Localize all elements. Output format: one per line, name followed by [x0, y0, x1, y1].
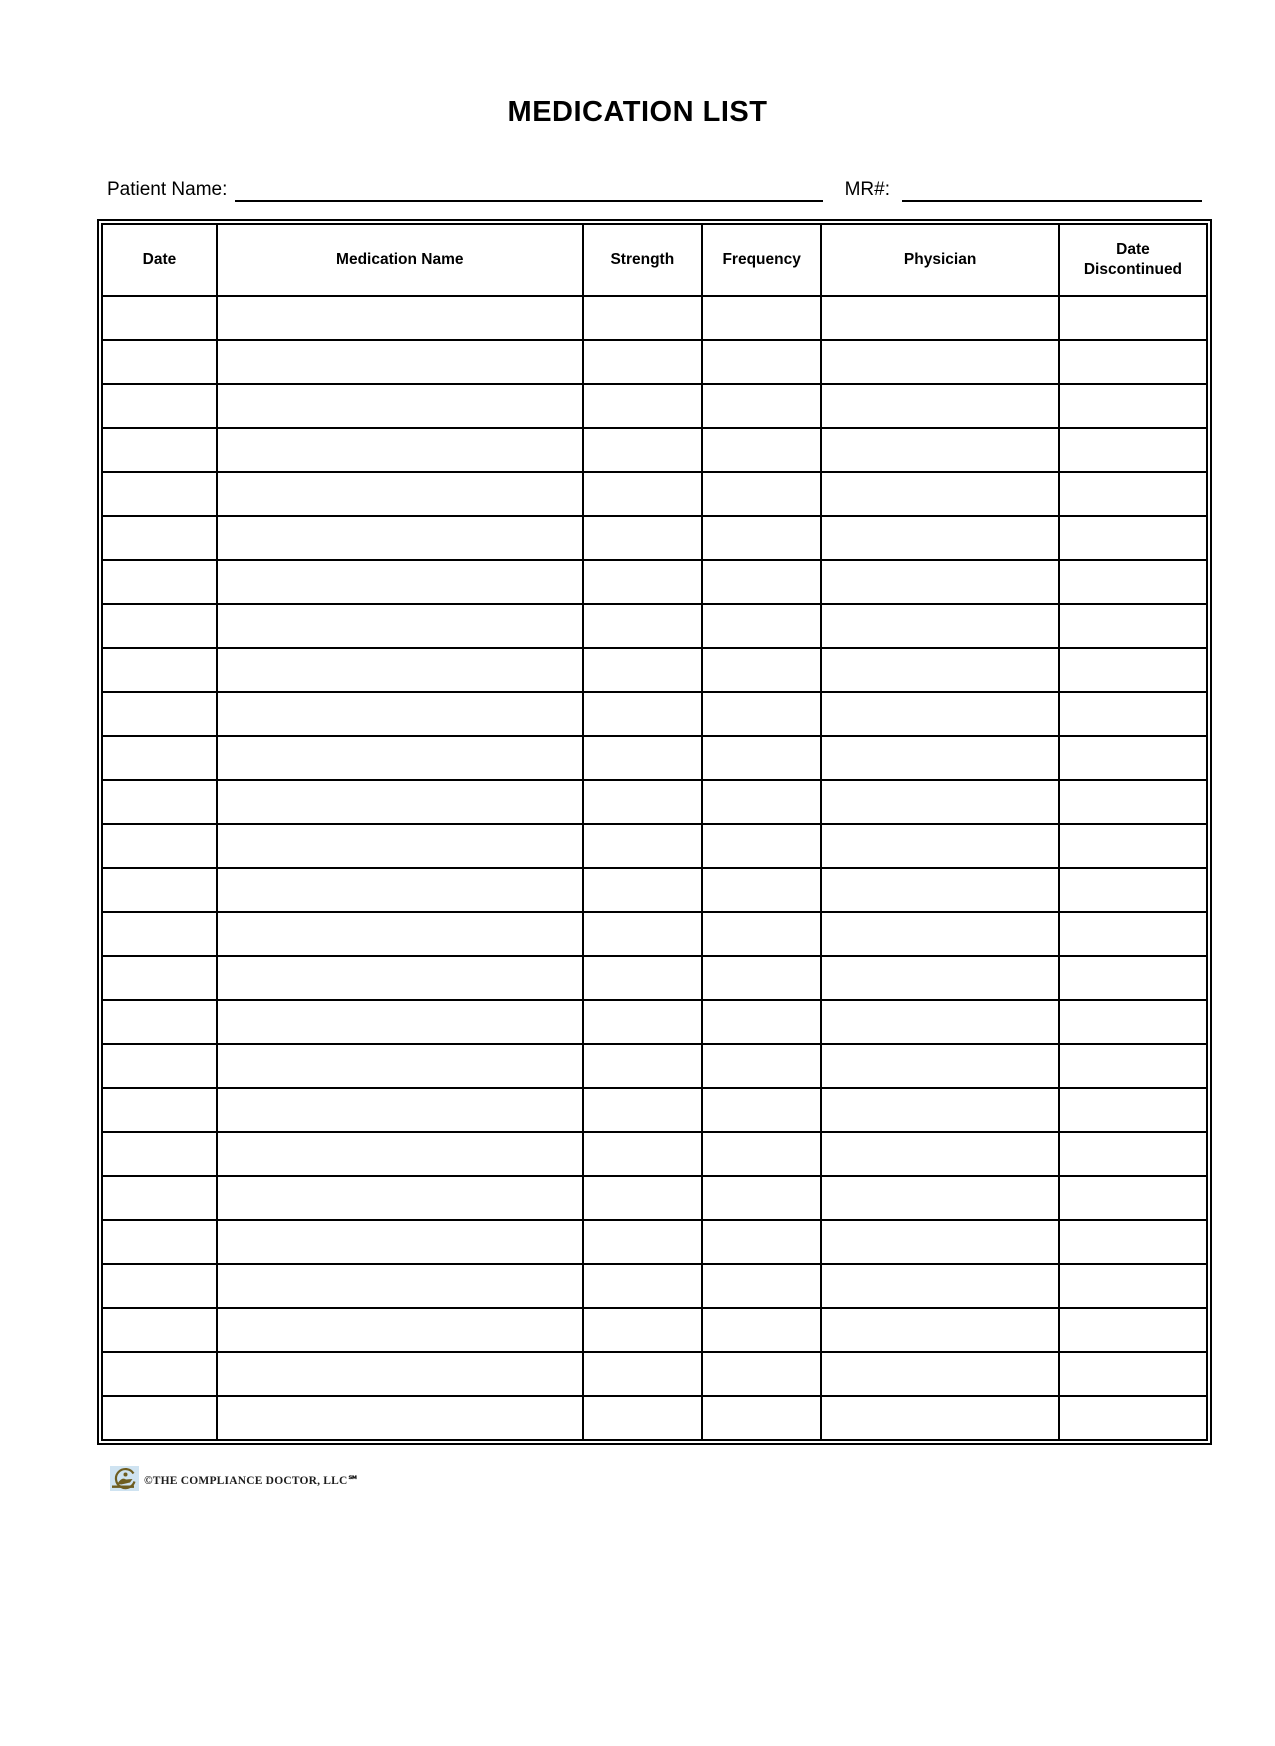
medication-table-body — [102, 296, 1207, 1440]
table-cell — [102, 560, 217, 604]
table-cell — [217, 296, 583, 340]
table-cell — [217, 956, 583, 1000]
table-cell — [1059, 1088, 1207, 1132]
table-cell — [217, 384, 583, 428]
table-cell — [702, 912, 821, 956]
header-row — [102, 224, 1207, 296]
table-cell — [102, 1132, 217, 1176]
table-cell — [217, 340, 583, 384]
table-cell — [821, 868, 1059, 912]
table-cell — [1059, 604, 1207, 648]
table-cell — [821, 1000, 1059, 1044]
table-cell — [821, 692, 1059, 736]
column-header-medication-name: Medication Name — [217, 224, 583, 296]
table-cell — [217, 516, 583, 560]
table-cell — [821, 428, 1059, 472]
table-cell — [1059, 1044, 1207, 1088]
table-row — [102, 1264, 1207, 1308]
table-cell — [583, 1088, 702, 1132]
table-cell — [821, 1088, 1059, 1132]
table-cell — [102, 428, 217, 472]
table-cell — [583, 1176, 702, 1220]
table-cell — [102, 1308, 217, 1352]
table-cell — [702, 1352, 821, 1396]
table-cell — [1059, 340, 1207, 384]
table-cell — [217, 1352, 583, 1396]
table-cell — [583, 516, 702, 560]
table-row — [102, 428, 1207, 472]
table-cell — [102, 1088, 217, 1132]
patient-info-row — [107, 180, 1202, 202]
table-row — [102, 296, 1207, 340]
table-row — [102, 912, 1207, 956]
table-cell — [217, 1396, 583, 1440]
table-cell — [102, 780, 217, 824]
table-row — [102, 648, 1207, 692]
table-cell — [583, 1220, 702, 1264]
table-cell — [821, 1396, 1059, 1440]
table-cell — [1059, 868, 1207, 912]
table-cell — [102, 956, 217, 1000]
table-cell — [583, 604, 702, 648]
table-cell — [217, 868, 583, 912]
table-cell — [583, 1044, 702, 1088]
table-row — [102, 824, 1207, 868]
table-cell — [102, 1220, 217, 1264]
table-cell — [102, 692, 217, 736]
table-cell — [702, 1132, 821, 1176]
table-cell — [102, 340, 217, 384]
table-cell — [1059, 1220, 1207, 1264]
table-cell — [217, 428, 583, 472]
table-cell — [583, 428, 702, 472]
table-cell — [217, 1176, 583, 1220]
table-cell — [821, 384, 1059, 428]
table-cell — [217, 604, 583, 648]
table-row — [102, 956, 1207, 1000]
table-cell — [583, 824, 702, 868]
medication-table-header — [102, 224, 1207, 296]
table-cell — [583, 1308, 702, 1352]
table-cell — [583, 956, 702, 1000]
table-cell — [821, 1352, 1059, 1396]
table-row — [102, 1132, 1207, 1176]
table-cell — [1059, 1176, 1207, 1220]
table-cell — [1059, 824, 1207, 868]
table-cell — [583, 560, 702, 604]
table-cell — [102, 516, 217, 560]
table-cell — [702, 340, 821, 384]
table-cell — [702, 472, 821, 516]
table-cell — [1059, 428, 1207, 472]
table-cell — [217, 1000, 583, 1044]
table-cell — [821, 472, 1059, 516]
table-cell — [821, 780, 1059, 824]
table-cell — [1059, 516, 1207, 560]
column-header-physician: Physician — [821, 224, 1059, 296]
table-cell — [102, 384, 217, 428]
table-cell — [583, 296, 702, 340]
table-cell — [583, 912, 702, 956]
table-cell — [583, 692, 702, 736]
compliance-doctor-logo-icon — [109, 1466, 140, 1494]
table-cell — [821, 560, 1059, 604]
table-cell — [583, 384, 702, 428]
table-cell — [583, 868, 702, 912]
table-row — [102, 516, 1207, 560]
table-cell — [217, 824, 583, 868]
table-row — [102, 1396, 1207, 1440]
table-cell — [1059, 1132, 1207, 1176]
table-cell — [702, 780, 821, 824]
table-cell — [821, 912, 1059, 956]
table-cell — [702, 1220, 821, 1264]
table-cell — [821, 824, 1059, 868]
table-cell — [583, 472, 702, 516]
table-cell — [217, 472, 583, 516]
table-cell — [1059, 736, 1207, 780]
table-cell — [821, 956, 1059, 1000]
table-cell — [702, 1308, 821, 1352]
column-header-frequency: Frequency — [702, 224, 821, 296]
table-cell — [102, 1264, 217, 1308]
table-cell — [1059, 1396, 1207, 1440]
table-cell — [217, 648, 583, 692]
table-cell — [821, 736, 1059, 780]
table-row — [102, 1308, 1207, 1352]
table-row — [102, 340, 1207, 384]
table-cell — [102, 868, 217, 912]
table-cell — [702, 1264, 821, 1308]
table-cell — [1059, 780, 1207, 824]
table-cell — [102, 472, 217, 516]
table-cell — [821, 1176, 1059, 1220]
table-cell — [702, 604, 821, 648]
table-cell — [1059, 648, 1207, 692]
table-cell — [217, 736, 583, 780]
table-cell — [702, 428, 821, 472]
table-cell — [102, 1396, 217, 1440]
table-cell — [821, 1220, 1059, 1264]
table-cell — [821, 1264, 1059, 1308]
table-cell — [217, 1044, 583, 1088]
table-cell — [217, 692, 583, 736]
table-cell — [102, 824, 217, 868]
table-cell — [583, 1132, 702, 1176]
table-cell — [702, 1396, 821, 1440]
table-cell — [217, 912, 583, 956]
table-cell — [102, 1176, 217, 1220]
table-cell — [702, 648, 821, 692]
table-cell — [1059, 560, 1207, 604]
table-cell — [702, 692, 821, 736]
footer — [109, 1466, 1275, 1494]
table-cell — [1059, 692, 1207, 736]
table-cell — [102, 1044, 217, 1088]
table-cell — [1059, 1000, 1207, 1044]
table-row — [102, 1220, 1207, 1264]
column-header-date-discontinued: Date Discontinued — [1059, 224, 1207, 296]
table-cell — [702, 824, 821, 868]
patient-name-field — [235, 180, 822, 202]
table-cell — [1059, 1264, 1207, 1308]
table-cell — [821, 516, 1059, 560]
table-cell — [217, 1132, 583, 1176]
table-row — [102, 1088, 1207, 1132]
table-cell — [102, 648, 217, 692]
table-cell — [217, 560, 583, 604]
table-row — [102, 868, 1207, 912]
table-cell — [217, 1308, 583, 1352]
mr-number-label: MR#: — [844, 179, 890, 201]
column-header-strength: Strength — [583, 224, 702, 296]
table-cell — [102, 296, 217, 340]
table-row — [102, 1352, 1207, 1396]
table-cell — [702, 1088, 821, 1132]
table-cell — [583, 736, 702, 780]
table-cell — [821, 604, 1059, 648]
table-cell — [102, 604, 217, 648]
table-cell — [102, 912, 217, 956]
table-cell — [702, 736, 821, 780]
table-cell — [217, 1220, 583, 1264]
table-cell — [1059, 384, 1207, 428]
table-cell — [821, 1308, 1059, 1352]
table-cell — [702, 1176, 821, 1220]
table-cell — [821, 296, 1059, 340]
medication-table-container — [97, 219, 1212, 1445]
table-cell — [217, 780, 583, 824]
page-title: MEDICATION LIST — [507, 96, 768, 128]
table-cell — [702, 560, 821, 604]
table-cell — [702, 868, 821, 912]
table-row — [102, 604, 1207, 648]
table-cell — [583, 1396, 702, 1440]
mr-number-field — [902, 180, 1202, 202]
table-cell — [702, 1000, 821, 1044]
table-row — [102, 1044, 1207, 1088]
table-cell — [702, 296, 821, 340]
table-row — [102, 560, 1207, 604]
patient-name-label: Patient Name: — [107, 179, 228, 201]
table-cell — [1059, 1352, 1207, 1396]
table-cell — [821, 1132, 1059, 1176]
column-header-date: Date — [102, 224, 217, 296]
table-cell — [702, 1044, 821, 1088]
table-cell — [217, 1264, 583, 1308]
table-cell — [102, 1352, 217, 1396]
table-cell — [1059, 472, 1207, 516]
copyright-text: ©THE COMPLIANCE DOCTOR, LLC℠ — [144, 1475, 360, 1487]
table-cell — [821, 1044, 1059, 1088]
table-cell — [583, 648, 702, 692]
table-row — [102, 736, 1207, 780]
table-cell — [1059, 1308, 1207, 1352]
medication-table — [101, 223, 1208, 1441]
table-cell — [583, 1264, 702, 1308]
table-cell — [1059, 296, 1207, 340]
table-cell — [102, 736, 217, 780]
table-row — [102, 1176, 1207, 1220]
table-cell — [821, 648, 1059, 692]
table-row — [102, 384, 1207, 428]
table-row — [102, 1000, 1207, 1044]
table-row — [102, 780, 1207, 824]
table-cell — [217, 1088, 583, 1132]
table-cell — [583, 1352, 702, 1396]
table-cell — [702, 956, 821, 1000]
table-row — [102, 472, 1207, 516]
table-cell — [1059, 912, 1207, 956]
table-cell — [102, 1000, 217, 1044]
table-cell — [583, 1000, 702, 1044]
table-cell — [702, 384, 821, 428]
table-cell — [583, 780, 702, 824]
table-cell — [702, 516, 821, 560]
table-cell — [821, 340, 1059, 384]
table-cell — [1059, 956, 1207, 1000]
table-row — [102, 692, 1207, 736]
table-cell — [583, 340, 702, 384]
